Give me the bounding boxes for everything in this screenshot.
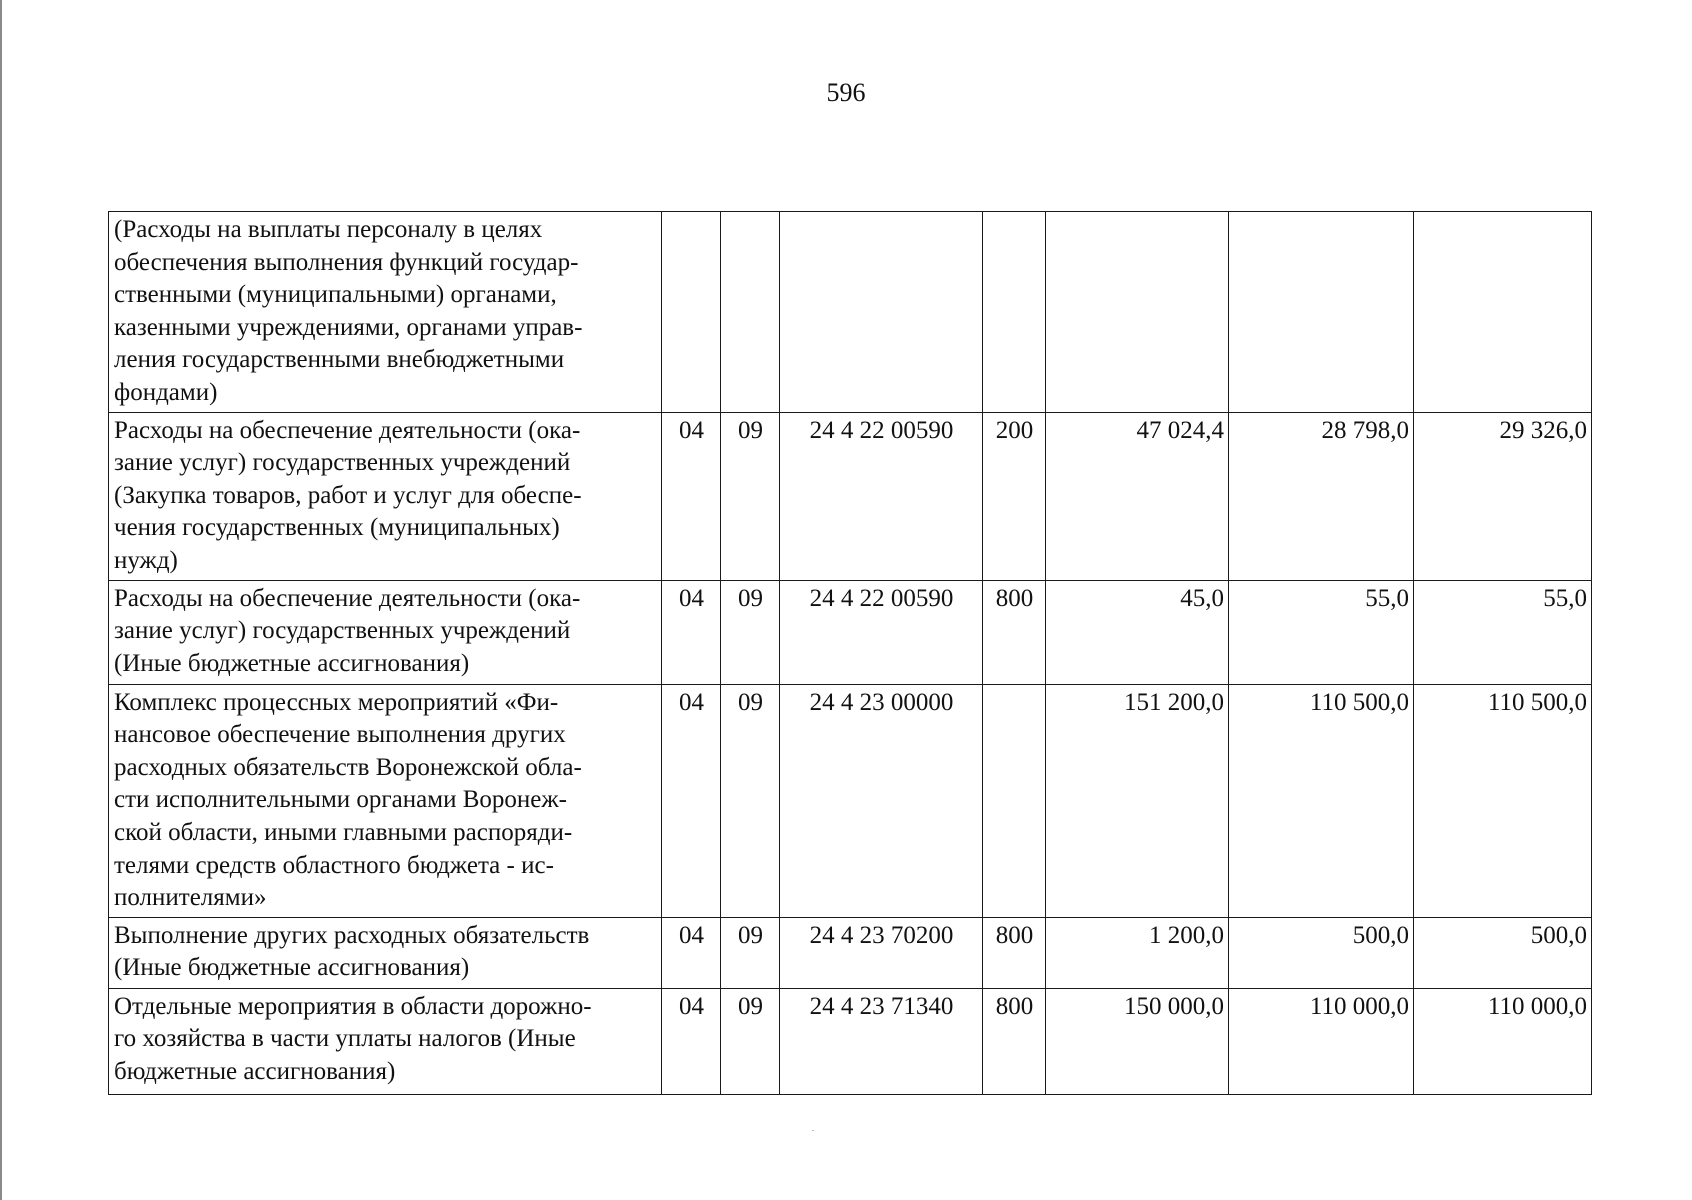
description-line: Расходы на обеспечение деятельности (ока- bbox=[114, 584, 581, 612]
amount-year-1: 47 024,4 bbox=[1046, 412, 1229, 580]
amount-year-2: 55,0 bbox=[1229, 580, 1414, 684]
table-row bbox=[109, 412, 1592, 580]
expense-type-code: 800 bbox=[983, 917, 1046, 988]
target-article-code: 24 4 22 00590 bbox=[780, 412, 983, 580]
amount-year-2: 110 500,0 bbox=[1229, 684, 1414, 917]
description-line: сти исполнительными органами Воронеж- bbox=[114, 786, 567, 814]
row-description bbox=[109, 684, 662, 917]
budget-table bbox=[108, 211, 1592, 1095]
table-row bbox=[109, 212, 1592, 413]
description-line: расходных обязательств Воронежской обла- bbox=[114, 753, 582, 781]
table-row bbox=[109, 580, 1592, 684]
section-code: 04 bbox=[662, 412, 721, 580]
description-line: (Закупка товаров, работ и услуг для обеспе- bbox=[114, 481, 582, 509]
target-article-code: 24 4 22 00590 bbox=[780, 580, 983, 684]
target-article-code bbox=[780, 212, 983, 413]
target-article-code: 24 4 23 71340 bbox=[780, 988, 983, 1094]
expense-type-code bbox=[983, 684, 1046, 917]
row-description bbox=[109, 212, 662, 413]
table-row bbox=[109, 988, 1592, 1094]
amount-year-2 bbox=[1229, 212, 1414, 413]
subsection-code: 09 bbox=[721, 684, 780, 917]
section-code: 04 bbox=[662, 580, 721, 684]
description-line: зание услуг) государственных учреждений bbox=[114, 617, 571, 645]
subsection-code: 09 bbox=[721, 988, 780, 1094]
section-code: 04 bbox=[662, 684, 721, 917]
description-line: Отдельные мероприятия в области дорожно- bbox=[114, 992, 592, 1020]
row-description bbox=[109, 988, 662, 1094]
description-line: Выполнение других расходных обязательств bbox=[114, 921, 590, 949]
amount-year-3: 110 000,0 bbox=[1414, 988, 1592, 1094]
amount-year-3: 55,0 bbox=[1414, 580, 1592, 684]
row-description bbox=[109, 412, 662, 580]
description-line: Комплекс процессных мероприятий «Фи- bbox=[114, 688, 559, 716]
description-line: (Расходы на выплаты персоналу в целях bbox=[114, 216, 543, 243]
subsection-code: 09 bbox=[721, 580, 780, 684]
expense-type-code: 200 bbox=[983, 412, 1046, 580]
amount-year-1 bbox=[1046, 212, 1229, 413]
subsection-code bbox=[721, 212, 780, 413]
section-code: 04 bbox=[662, 917, 721, 988]
subsection-code: 09 bbox=[721, 917, 780, 988]
description-line: обеспечения выполнения функций государ- bbox=[114, 248, 579, 276]
subsection-code: 09 bbox=[721, 412, 780, 580]
section-code: 04 bbox=[662, 988, 721, 1094]
description-line: бюджетные ассигнования) bbox=[114, 1057, 396, 1085]
description-line: (Иные бюджетные ассигнования) bbox=[114, 954, 470, 982]
target-article-code: 24 4 23 70200 bbox=[780, 917, 983, 988]
page-number: 596 bbox=[826, 78, 866, 107]
row-description bbox=[109, 580, 662, 684]
row-description bbox=[109, 917, 662, 988]
description-line: го хозяйства в части уплаты налогов (Иные bbox=[114, 1025, 576, 1053]
description-line: Расходы на обеспечение деятельности (ока- bbox=[114, 416, 581, 444]
description-line: телями средств областного бюджета - ис- bbox=[114, 851, 554, 879]
description-line: ственными (муниципальными) органами, bbox=[114, 281, 557, 309]
description-line: полнителями» bbox=[114, 884, 267, 912]
amount-year-3 bbox=[1414, 212, 1592, 413]
amount-year-3: 29 326,0 bbox=[1414, 412, 1592, 580]
amount-year-1: 151 200,0 bbox=[1046, 684, 1229, 917]
target-article-code: 24 4 23 00000 bbox=[780, 684, 983, 917]
description-line: ления государственными внебюджетными bbox=[114, 346, 565, 374]
amount-year-2: 500,0 bbox=[1229, 917, 1414, 988]
expense-type-code: 800 bbox=[983, 988, 1046, 1094]
amount-year-2: 28 798,0 bbox=[1229, 412, 1414, 580]
table-row bbox=[109, 917, 1592, 988]
description-line: зание услуг) государственных учреждений bbox=[114, 449, 571, 477]
amount-year-1: 1 200,0 bbox=[1046, 917, 1229, 988]
table-row bbox=[109, 684, 1592, 917]
description-line: казенными учреждениями, органами управ- bbox=[114, 313, 583, 341]
expense-type-code: 800 bbox=[983, 580, 1046, 684]
section-code bbox=[662, 212, 721, 413]
amount-year-1: 45,0 bbox=[1046, 580, 1229, 684]
amount-year-3: 500,0 bbox=[1414, 917, 1592, 988]
budget-table-body bbox=[109, 212, 1592, 1095]
description-line: чения государственных (муниципальных) bbox=[114, 514, 560, 542]
description-line: нансовое обеспечение выполнения других bbox=[114, 721, 566, 749]
description-line: ской области, иными главными распоряди- bbox=[114, 818, 573, 846]
amount-year-1: 150 000,0 bbox=[1046, 988, 1229, 1094]
description-line: (Иные бюджетные ассигнования) bbox=[114, 649, 470, 677]
scan-speck bbox=[812, 1130, 814, 1131]
amount-year-2: 110 000,0 bbox=[1229, 988, 1414, 1094]
description-line: фондами) bbox=[114, 378, 218, 406]
scan-edge-line bbox=[0, 0, 2, 1200]
amount-year-3: 110 500,0 bbox=[1414, 684, 1592, 917]
description-line: нужд) bbox=[114, 546, 178, 574]
expense-type-code bbox=[983, 212, 1046, 413]
